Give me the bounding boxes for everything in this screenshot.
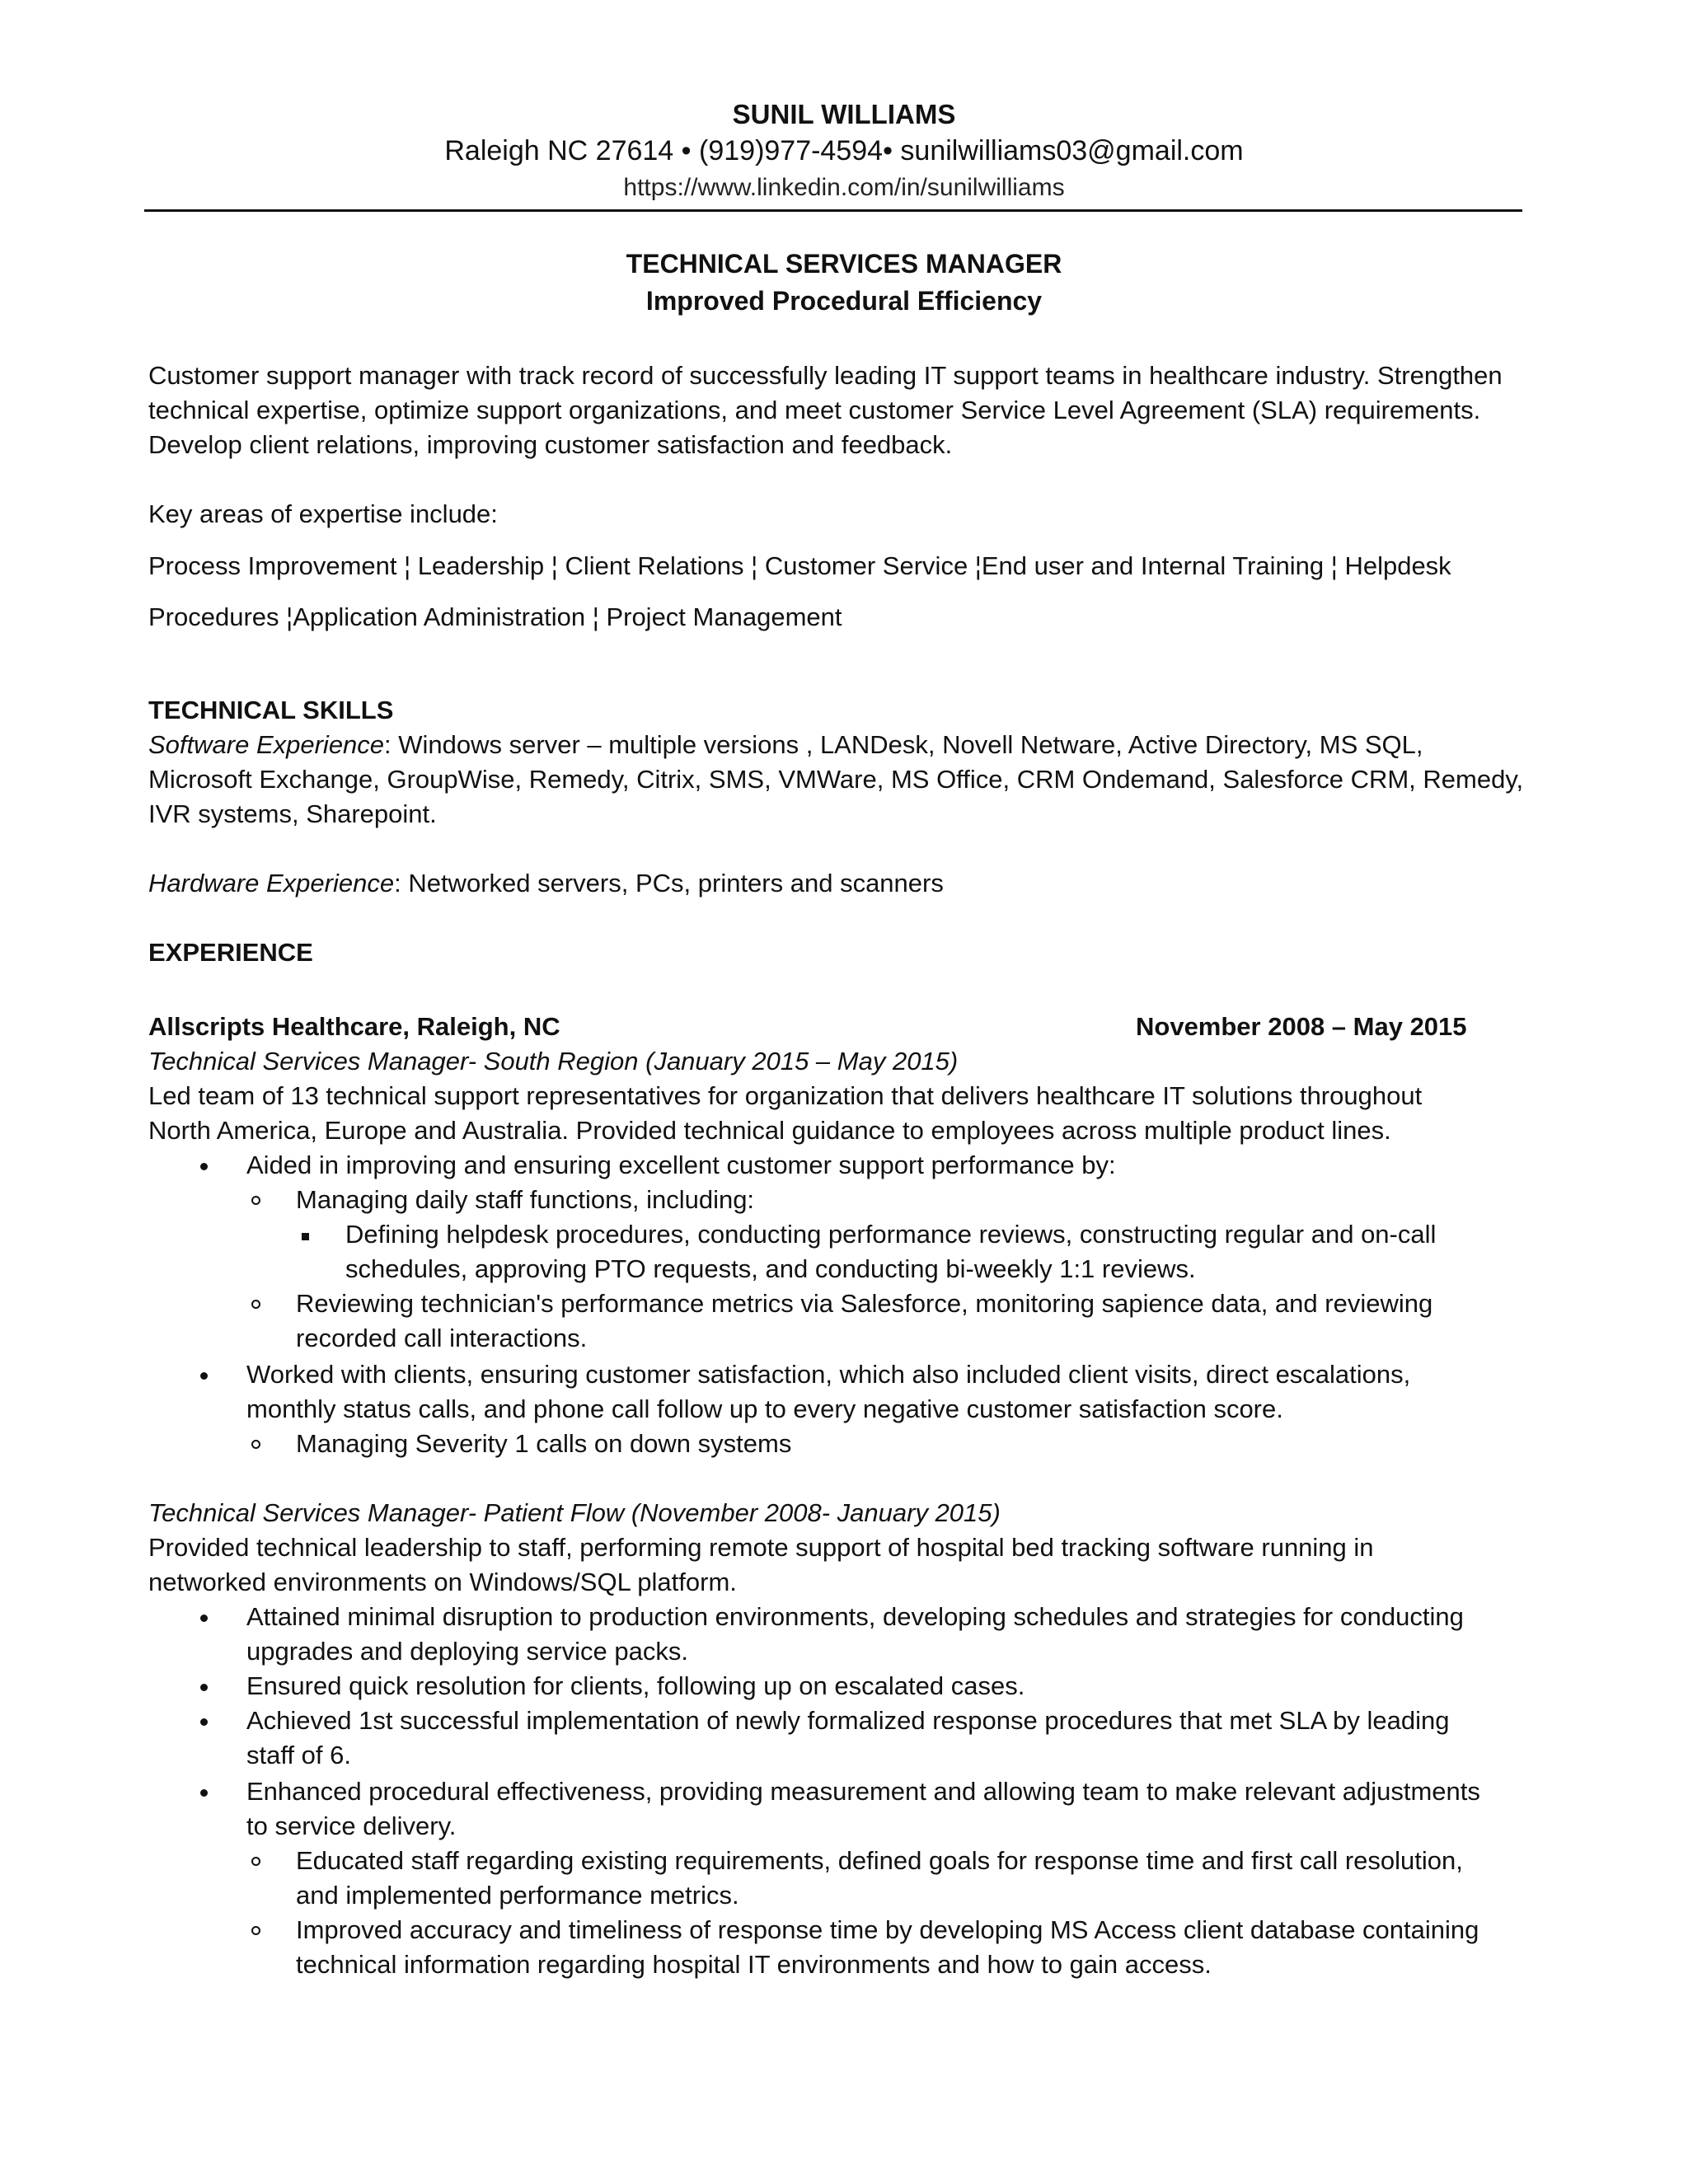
bullet-dot [200, 1789, 208, 1797]
expertise-intro: Key areas of expertise include: [148, 499, 498, 528]
candidate-name: SUNIL WILLIAMS [732, 99, 956, 129]
role2-bullet-4b-1: Improved accuracy and timeliness of response time by developing MS Access client database containing [296, 1915, 1479, 1944]
role2-bullet-4a-2: and implemented performance metrics. [296, 1881, 739, 1910]
summary-line-1: Customer support manager with track record of successfully leading IT support teams in healthcare industry. Strengthen [148, 361, 1503, 390]
bullet-circle [251, 1926, 260, 1935]
bullet-square [302, 1233, 309, 1240]
headline-subtitle: Improved Procedural Efficiency [645, 286, 1043, 316]
bullet-dot [200, 1372, 208, 1380]
bullet-dot [200, 1684, 208, 1691]
software-label: Software Experience [148, 730, 385, 759]
software-line-1 [148, 729, 1423, 762]
header-divider [144, 209, 1522, 212]
software-text-1: : Windows server – multiple versions , LANDesk, Novell Netware, Active Directory, MS SQL, [384, 730, 1423, 759]
expertise-line-1: Process Improvement ¦ Leadership ¦ Client Relations ¦ Customer Service ¦End user and Internal Training ¦ Helpdesk [148, 551, 1451, 580]
role1-title: Technical Services Manager- South Region (January 2015 – May 2015) [148, 1047, 959, 1076]
role1-bullet-2-1: Worked with clients, ensuring customer satisfaction, which also included client visits, direct escalations, [246, 1360, 1411, 1389]
bullet-dot [200, 1163, 208, 1170]
role1-bullet-1b-1: Reviewing technician's performance metrics via Salesforce, monitoring sapience data, and reviewing [296, 1289, 1433, 1318]
software-line-2: Microsoft Exchange, GroupWise, Remedy, Citrix, SMS, VMWare, MS Office, CRM Ondemand, Salesforce CRM, Remedy, [148, 765, 1524, 794]
hardware-text: : Networked servers, PCs, printers and scanners [394, 869, 944, 898]
role1-desc-2: North America, Europe and Australia. Provided technical guidance to employees across multiple product lines. [148, 1116, 1391, 1145]
headline-title: TECHNICAL SERVICES MANAGER [626, 249, 1062, 279]
skills-heading: TECHNICAL SKILLS [148, 696, 394, 724]
employment-dates: November 2008 – May 2015 [1136, 1012, 1467, 1041]
expertise-line-2: Procedures ¦Application Administration ¦ Project Management [148, 602, 842, 631]
bullet-circle [251, 1196, 260, 1205]
bullet-circle [251, 1440, 260, 1449]
role2-bullet-2: Ensured quick resolution for clients, following up on escalated cases. [246, 1671, 1025, 1700]
role2-desc-2: networked environments on Windows/SQL platform. [148, 1568, 737, 1596]
role1-bullet-1a: Managing daily staff functions, including: [296, 1185, 755, 1214]
role1-bullet-1a-i-1: Defining helpdesk procedures, conducting performance reviews, constructing regular and on-call [345, 1220, 1437, 1249]
role1-bullet-2a: Managing Severity 1 calls on down systems [296, 1429, 792, 1458]
experience-heading: EXPERIENCE [148, 938, 313, 967]
role1-bullet-1b-2: recorded call interactions. [296, 1324, 588, 1352]
role1-bullet-1a-i-2: schedules, approving PTO requests, and conducting bi-weekly 1:1 reviews. [345, 1254, 1196, 1283]
bullet-circle [251, 1300, 260, 1309]
hardware-line [148, 867, 944, 900]
role1-desc-1: Led team of 13 technical support representatives for organization that delivers healthcare IT solutions throughout [148, 1081, 1423, 1110]
hardware-label: Hardware Experience [148, 869, 395, 898]
role2-title: Technical Services Manager- Patient Flow (November 2008- January 2015) [148, 1498, 1001, 1527]
linkedin-url: https://www.linkedin.com/in/sunilwilliams [623, 174, 1065, 201]
role2-bullet-3-2: staff of 6. [246, 1741, 351, 1769]
role2-bullet-1-1: Attained minimal disruption to production environments, developing schedules and strategies for conducting [246, 1602, 1464, 1631]
role2-bullet-4b-2: technical information regarding hospital IT environments and how to gain access. [296, 1950, 1212, 1979]
contact-line: Raleigh NC 27614 • (919)977-4594• sunilwilliams03@gmail.com [444, 135, 1244, 166]
role1-bullet-1: Aided in improving and ensuring excellent customer support performance by: [246, 1151, 1116, 1179]
role2-bullet-4a-1: Educated staff regarding existing requirements, defined goals for response time and first call resolution, [296, 1846, 1463, 1875]
bullet-dot [200, 1615, 208, 1622]
role2-bullet-1-2: upgrades and deploying service packs. [246, 1637, 688, 1666]
software-line-3: IVR systems, Sharepoint. [148, 799, 437, 828]
role1-bullet-2-2: monthly status calls, and phone call follow up to every negative customer satisfaction score. [246, 1394, 1283, 1423]
role2-desc-1: Provided technical leadership to staff, performing remote support of hospital bed tracking software running in [148, 1533, 1374, 1562]
role2-bullet-4-1: Enhanced procedural effectiveness, providing measurement and allowing team to make relevant adjustments [246, 1777, 1480, 1806]
company-name: Allscripts Healthcare, Raleigh, NC [148, 1012, 560, 1041]
bullet-circle [251, 1857, 260, 1866]
summary-line-2: technical expertise, optimize support organizations, and meet customer Service Level Agreement (SLA) requirements. [148, 396, 1481, 424]
summary-line-3: Develop client relations, improving customer satisfaction and feedback. [148, 430, 953, 459]
role2-bullet-4-2: to service delivery. [246, 1811, 457, 1840]
role2-bullet-3-1: Achieved 1st successful implementation of newly formalized response procedures that met SLA by leading [246, 1706, 1450, 1735]
bullet-dot [200, 1718, 208, 1726]
